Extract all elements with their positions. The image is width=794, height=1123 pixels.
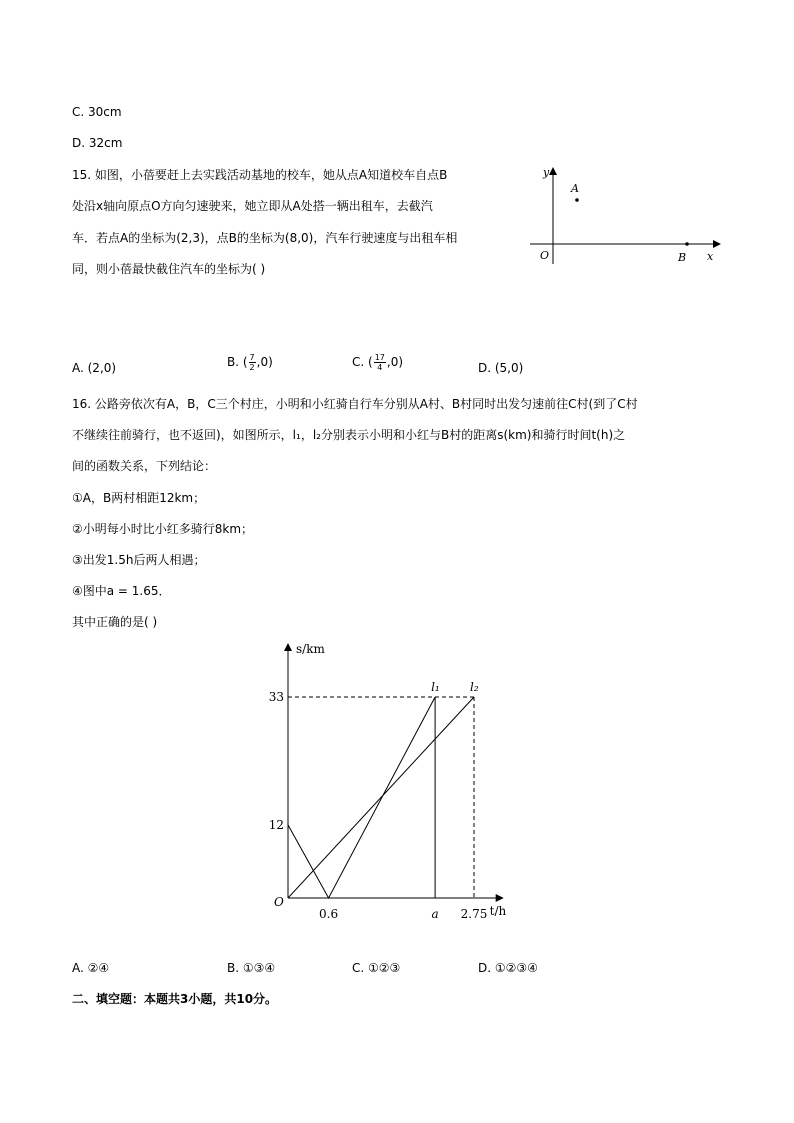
q16-option-a: A. ②④ bbox=[72, 961, 110, 975]
q15-option-b-suffix: ,0) bbox=[256, 355, 273, 369]
chart-x-axis-label: t/h bbox=[489, 904, 507, 918]
q16-question: 其中正确的是( ) bbox=[72, 615, 158, 629]
q15-option-c-fraction bbox=[374, 353, 386, 372]
q15-option-d: D. (5,0) bbox=[478, 361, 524, 375]
q15-option-c-numerator: 17 bbox=[374, 353, 385, 362]
q14-option-d: D. 32cm bbox=[72, 136, 123, 150]
q15-option-a: A. (2,0) bbox=[72, 361, 117, 375]
q15-option-b-fraction bbox=[249, 353, 256, 372]
q16-text-line-1: 16. 公路旁依次有A，B，C三个村庄，小明和小红骑自行车分别从A村、B村同时出发匀速前往C村(到了C村 bbox=[72, 397, 638, 411]
q15-point-a bbox=[575, 198, 579, 202]
chart-x-tick-label-2: a bbox=[431, 907, 439, 921]
q15-text-line-2: 处沿x轴向原点O方向匀速驶来，她立即从A处搭一辆出租车，去截汽 bbox=[72, 199, 433, 213]
q16-statement-3: ③出发1.5h后两人相遇； bbox=[72, 553, 206, 567]
chart-origin-label: O bbox=[274, 895, 284, 909]
q16-statement-1: ①A，B两村相距12km； bbox=[72, 491, 206, 505]
q16-statement-4: ④图中a = 1.65． bbox=[72, 584, 171, 598]
q15-x-label: x bbox=[707, 250, 714, 263]
q15-option-c-prefix: C. ( bbox=[352, 355, 373, 369]
q15-option-b-denominator: 2 bbox=[249, 363, 255, 372]
chart-x-tick-label-1: 0.6 bbox=[319, 907, 339, 921]
q15-origin-label: O bbox=[540, 249, 550, 262]
chart-x-tick-label-3: 2.75 bbox=[460, 907, 488, 921]
chart-series-line-1 bbox=[288, 697, 435, 898]
chart-y-tick-label-1: 12 bbox=[268, 817, 284, 832]
q15-y-label: y bbox=[543, 166, 550, 179]
q15-option-c-denominator: 4 bbox=[377, 363, 383, 372]
chart-y-tick-label-2: 33 bbox=[268, 690, 284, 704]
q16-text-line-3: 间的函数关系，下列结论： bbox=[72, 459, 217, 473]
q16-statement-2: ②小明每小时比小红多骑行8km； bbox=[72, 522, 254, 536]
chart-series-label-1: l₁ bbox=[431, 680, 440, 694]
q16-distance-time-chart bbox=[260, 636, 540, 926]
q16-option-b: B. ①③④ bbox=[227, 961, 276, 975]
q15-option-b-prefix: B. ( bbox=[227, 355, 248, 369]
q15-coordinate-figure bbox=[525, 160, 725, 270]
q15-point-b-label: B bbox=[678, 251, 687, 264]
q15-point-a-label: A bbox=[571, 182, 579, 195]
q15-option-c-suffix: ,0) bbox=[386, 355, 404, 369]
chart-y-axis-label: s/km bbox=[296, 642, 325, 656]
q16-option-d: D. ①②③④ bbox=[478, 961, 538, 975]
q15-point-b bbox=[685, 242, 689, 246]
chart-series-line-2 bbox=[288, 697, 474, 898]
section-2-heading: 二、填空题：本题共3小题，共10分。 bbox=[72, 992, 278, 1006]
q15-text-line-3: 车．若点A的坐标为(2,3)，点B的坐标为(8,0)，汽车行驶速度与出租车相 bbox=[72, 231, 458, 245]
q16-option-c: C. ①②③ bbox=[352, 961, 401, 975]
q15-text-line-4: 同，则小蓓最快截住汽车的坐标为( ) bbox=[72, 262, 266, 276]
q15-option-c bbox=[352, 353, 403, 372]
chart-series-label-2: l₂ bbox=[470, 680, 479, 694]
q15-option-b-numerator: 7 bbox=[249, 353, 255, 362]
q14-option-c: C. 30cm bbox=[72, 105, 122, 119]
q15-text-line-1: 15. 如图，小蓓要赶上去实践活动基地的校车，她从点A知道校车自点B bbox=[72, 168, 448, 182]
q15-option-b bbox=[227, 353, 273, 372]
q16-text-line-2: 不继续往前骑行，也不返回)，如图所示，l₁，l₂分别表示小明和小红与B村的距离s(km)和骑行时间t(h)之 bbox=[72, 428, 626, 442]
